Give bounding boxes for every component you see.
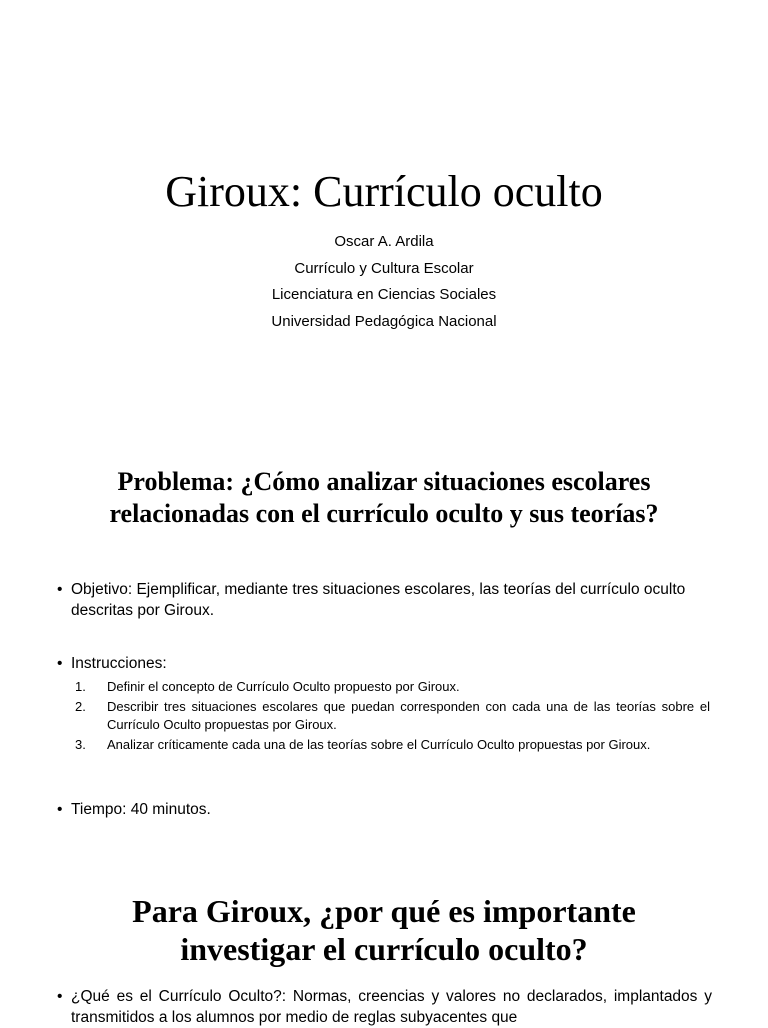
problem-title-line-1: Problema: ¿Cómo analizar situaciones escolares <box>117 467 651 496</box>
slide-giroux-question <box>0 870 768 1024</box>
list-item-number: 3. <box>75 736 86 752</box>
list-item <box>75 678 710 697</box>
question-title-line-2: investigar el currículo oculto? <box>180 931 588 967</box>
list-item-number: 1. <box>75 679 86 694</box>
subtitle-block <box>0 229 768 335</box>
instrucciones-label: Instrucciones: <box>71 655 167 672</box>
instrucciones-list <box>75 678 710 755</box>
bullet-icon: • <box>57 988 63 1005</box>
bullet-icon: • <box>57 801 63 818</box>
course-name: Currículo y Cultura Escolar <box>294 259 474 277</box>
slide-problem <box>0 440 768 860</box>
question-title-line-1: Para Giroux, ¿por qué es importante <box>132 893 636 929</box>
list-item-text: Describir tres situaciones escolares que puedan corresponden con cada una de las teorías sobre el Currículo Oculto propuestas por Giroux. <box>107 698 710 732</box>
list-item-number: 2. <box>75 698 86 714</box>
bullet-objetivo <box>57 579 712 621</box>
problem-title-line-2: relacionadas con el currículo oculto y sus teorías? <box>109 499 659 528</box>
university-name: Universidad Pedagógica Nacional <box>271 312 497 330</box>
slide-title <box>0 0 768 420</box>
bullet-icon: • <box>57 655 63 672</box>
tiempo-text: Tiempo: 40 minutos. <box>71 801 211 818</box>
bullet-icon: • <box>57 581 63 598</box>
list-item-text: Analizar críticamente cada una de las teorías sobre el Currículo Oculto propuestas por Giroux. <box>107 736 651 752</box>
main-title: Giroux: Currículo oculto <box>165 167 603 216</box>
objetivo-text: Objetivo: Ejemplificar, mediante tres situaciones escolares, las teorías del currículo oculto descritas por Giroux. <box>71 581 686 619</box>
author-name: Oscar A. Ardila <box>334 233 434 250</box>
list-item <box>75 736 710 755</box>
list-item-text: Definir el concepto de Currículo Oculto propuesto por Giroux. <box>107 679 460 694</box>
bullet-instrucciones <box>57 653 712 674</box>
bullet-que-es <box>57 986 712 1028</box>
que-es-text: ¿Qué es el Currículo Oculto?: Normas, creencias y valores no declarados, implantados y transmitidos a los alumnos por medio de reglas subyacentes que <box>71 988 712 1026</box>
bullet-tiempo <box>57 799 712 820</box>
giroux-question-title <box>0 892 768 968</box>
program-name: Licenciatura en Ciencias Sociales <box>271 286 497 303</box>
problem-title <box>0 466 768 530</box>
list-item <box>75 698 710 735</box>
